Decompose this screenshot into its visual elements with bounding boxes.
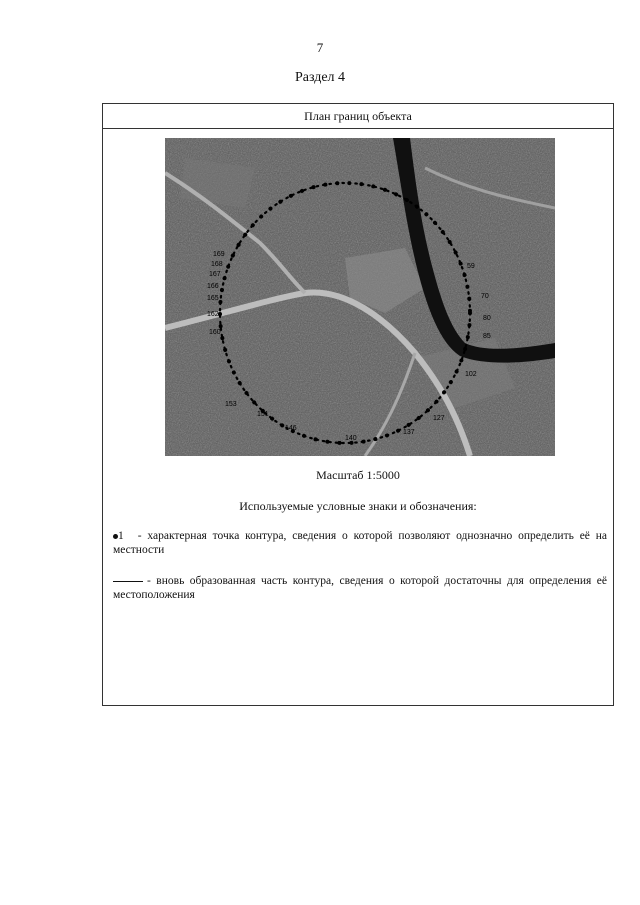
legend-line-text: - вновь образованная часть контура, сведения о которой достаточны для определения её местоположения — [113, 575, 607, 601]
svg-text:167: 167 — [209, 271, 221, 278]
svg-text:165: 165 — [207, 295, 219, 302]
svg-text:162: 162 — [207, 311, 219, 318]
svg-text:160: 160 — [209, 329, 221, 336]
section-title: Раздел 4 — [294, 70, 346, 85]
svg-text:168: 168 — [211, 261, 223, 268]
legend-point-text: - характерная точка контура, сведения о которой позволяют однозначно определить её на местности — [113, 530, 607, 556]
page-number: 7 — [316, 40, 324, 55]
svg-text:153: 153 — [225, 401, 237, 408]
svg-text:140: 140 — [345, 435, 357, 442]
svg-text:127: 127 — [433, 415, 445, 422]
svg-text:166: 166 — [207, 283, 219, 290]
plan-header: План границ объекта — [103, 104, 613, 129]
svg-text:59: 59 — [467, 263, 475, 270]
svg-text:70: 70 — [481, 293, 489, 300]
svg-text:146: 146 — [285, 425, 297, 432]
legend-item-line — [113, 574, 607, 602]
point-symbol-label: 1 — [118, 530, 124, 542]
legend-item-point — [113, 529, 607, 557]
plan-frame — [102, 103, 614, 706]
svg-text:102: 102 — [465, 371, 477, 378]
svg-text:169: 169 — [213, 251, 225, 258]
svg-text:137: 137 — [403, 429, 415, 436]
line-symbol-icon — [113, 581, 143, 582]
aerial-map — [165, 138, 555, 456]
legend-title: Используемые условные знаки и обозначения: — [239, 499, 477, 513]
map-scale: Масштаб 1:5000 — [316, 468, 400, 482]
svg-text:80: 80 — [483, 315, 491, 322]
svg-text:151: 151 — [257, 411, 269, 418]
aerial-map-svg — [165, 138, 555, 456]
svg-text:85: 85 — [483, 333, 491, 340]
